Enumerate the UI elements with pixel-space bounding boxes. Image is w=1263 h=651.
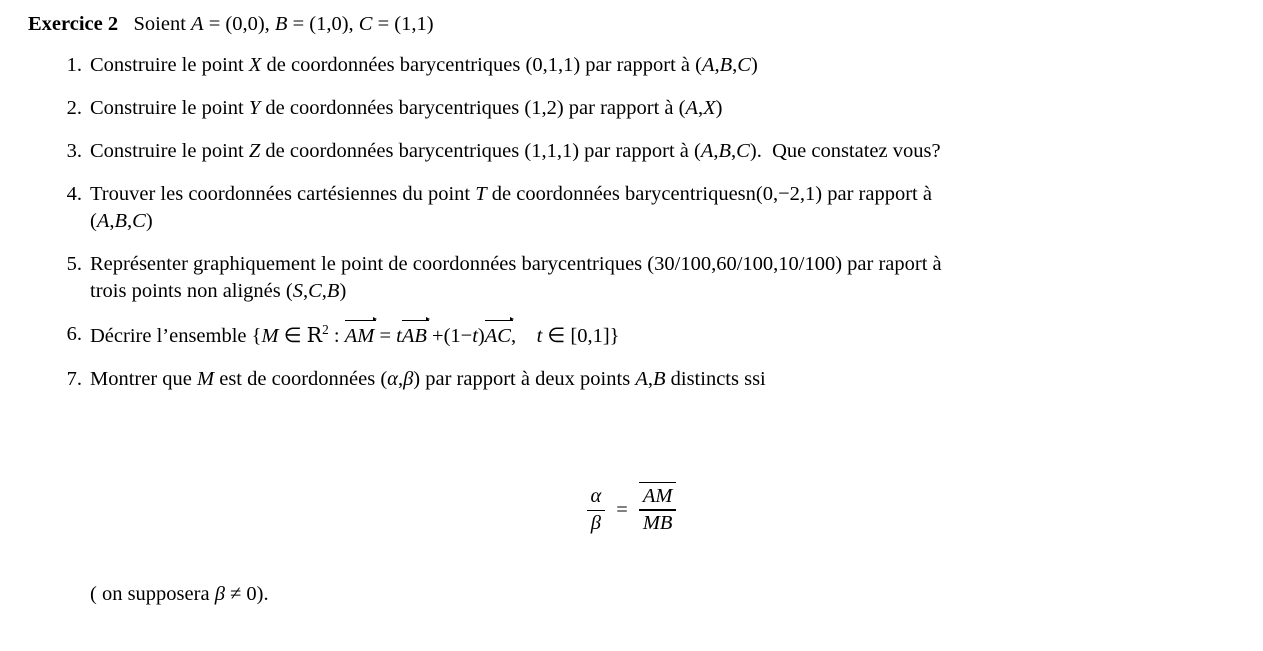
list-item-number: 1.	[66, 54, 82, 76]
list-item-number: 6.	[66, 322, 82, 345]
list-item-text: Trouver les coordonnées cartésiennes du point T de coordonnées barycentriquesn(0,−2,1) par rapport à	[90, 183, 932, 206]
list-item-text: Construire le point Y de coordonnées barycentriques (1,2) par rapport à (A,X)	[90, 97, 723, 120]
list-item-text: Décrire l’ensemble {M ∈ $R^2$ : AM = tAB +(1−t)AC, t ∈ [0,1]}	[90, 321, 1240, 349]
list-item-text: Construire le point X de coordonnées barycentriques (0,1,1) par rapport à (A,B,C)	[90, 54, 758, 76]
list-item-text: Montrer que M est de coordonnées (α,β) par rapport à deux points A,B distincts ssi	[90, 367, 766, 390]
list-item-number: 7.	[66, 367, 82, 390]
list-item-text: Construire le point Z de coordonnées barycentriques (1,1,1) par rapport à (A,B,C). Que constatez vous?	[90, 140, 941, 163]
fraction-denominator: MB	[639, 511, 677, 537]
list-item-text-continuation: trois points non alignés (S,C,B)	[90, 279, 347, 302]
list-item-number: 3.	[66, 140, 82, 163]
equals-sign: =	[616, 498, 628, 521]
list-item-text-continuation: (A,B,C)	[90, 210, 153, 233]
fraction-am-mb	[639, 484, 677, 536]
list-item	[66, 138, 1240, 165]
exercise-label: Exercice 2	[28, 13, 119, 35]
fraction-numerator: α	[590, 485, 602, 507]
list-item	[66, 95, 1240, 122]
list-item-number: 2.	[66, 97, 82, 120]
footer-note: ( on supposera β ≠ 0).	[90, 583, 269, 605]
list-item-number: 5.	[66, 253, 82, 276]
list-item	[66, 181, 1240, 234]
fraction-alpha-beta	[587, 484, 606, 536]
fraction-numerator: AM	[639, 484, 677, 510]
fraction-denominator: β	[590, 511, 602, 534]
exercise-preamble: Soient A = (0,0), B = (1,0), C = (1,1)	[123, 13, 434, 35]
list-item	[66, 251, 1240, 304]
list-item-text: Représenter graphiquement le point de coordonnées barycentriques (30/100,60/100,10/100) par raport à	[90, 253, 942, 276]
list-item	[66, 321, 1240, 349]
displayed-equation	[0, 484, 1263, 536]
list-item	[66, 52, 1240, 79]
list-item-number: 4.	[66, 183, 82, 206]
exercise-heading	[28, 12, 434, 37]
list-item	[66, 366, 1240, 393]
exercise-question-list	[48, 52, 1240, 409]
